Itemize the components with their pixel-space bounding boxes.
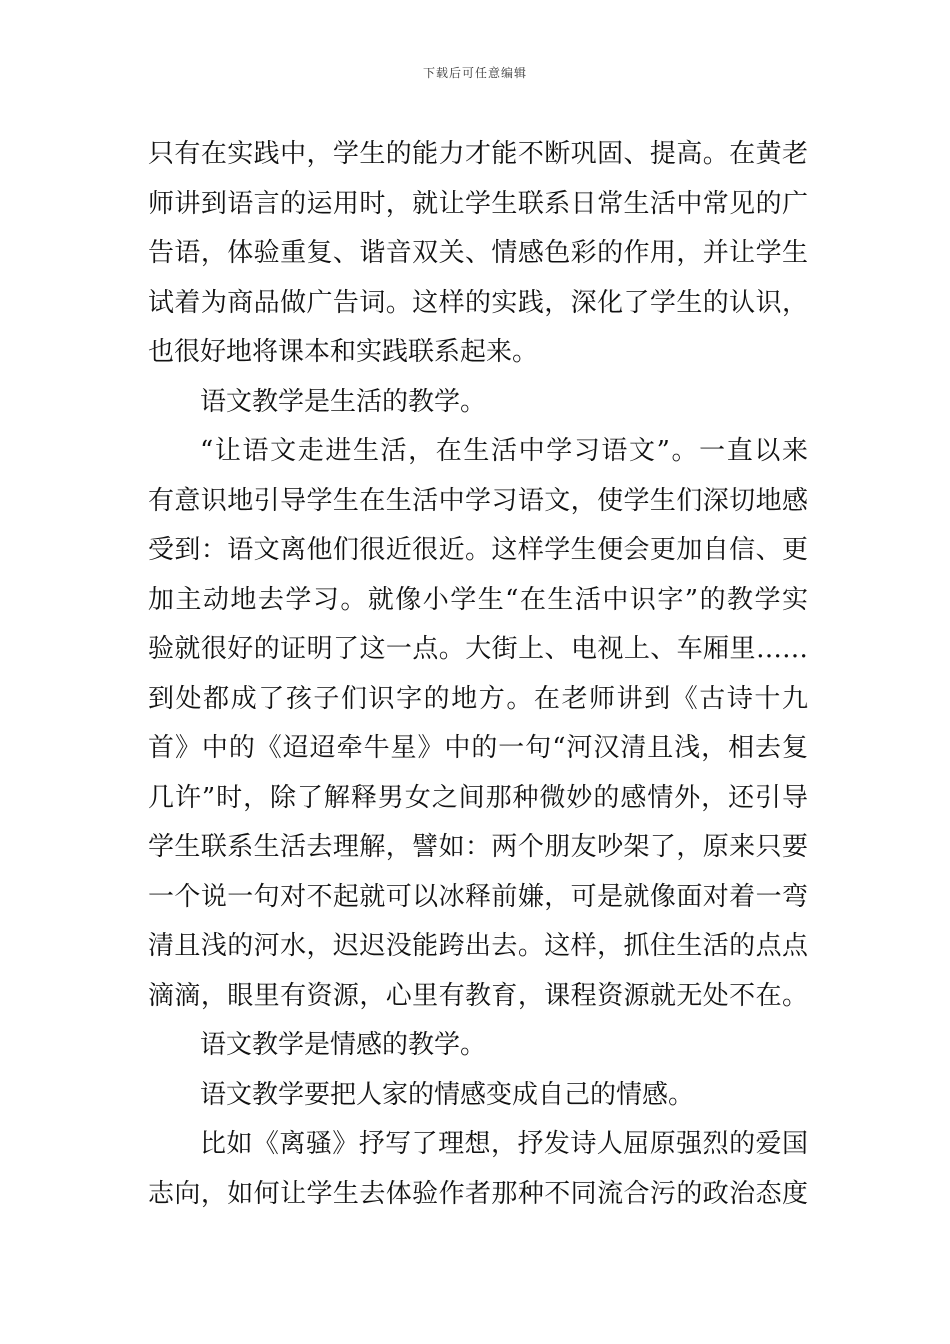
text-line: 试着为商品做广告词。这样的实践，深化了学生的认识， xyxy=(148,287,808,318)
text-line: “让语文走进生活，在生活中学习语文”。一直以来 xyxy=(200,436,808,466)
text-line: 语文教学是情感的教学。 xyxy=(200,1030,487,1060)
text-line: 比如《离骚》抒写了理想，抒发诗人屈原强烈的爱国 xyxy=(200,1129,808,1159)
body-text xyxy=(148,130,808,1219)
text-line: 清且浅的河水，迟迟没能跨出去。这样，抓住生活的点点 xyxy=(148,931,808,961)
text-line: 志向，如何让学生去体验作者那种不同流合污的政治态度 xyxy=(148,1178,808,1209)
text-line: 验就很好的证明了这一点。大街上、电视上、车厢里…… xyxy=(148,634,808,664)
text-line: 首》中的《迢迢牵牛星》中的一句“河汉清且浅，相去复 xyxy=(148,733,808,763)
text-line: 到处都成了孩子们识字的地方。在老师讲到《古诗十九 xyxy=(148,683,808,714)
text-line: 滴滴，眼里有资源，心里有教育，课程资源就无处不在。 xyxy=(148,980,808,1011)
text-line: 有意识地引导学生在生活中学习语文，使学生们深切地感 xyxy=(148,485,808,516)
text-line: 语文教学是生活的教学。 xyxy=(200,386,487,417)
text-line: 只有在实践中，学生的能力才能不断巩固、提高。在黄老 xyxy=(148,139,808,169)
text-line: 师讲到语言的运用时，就让学生联系日常生活中常见的广 xyxy=(148,188,808,219)
text-line: 告语，体验重复、谐音双关、情感色彩的作用，并让学生 xyxy=(148,238,808,268)
text-line: 一个说一句对不起就可以冰释前嫌，可是就像面对着一弯 xyxy=(148,881,808,912)
text-line: 几许”时，除了解释男女之间那种微妙的感情外，还引导 xyxy=(148,782,808,813)
page-header: 下载后可任意编辑 xyxy=(422,66,527,80)
text-line: 加主动地去学习。就像小学生“在生活中识字”的教学实 xyxy=(148,584,808,615)
text-line: 语文教学要把人家的情感变成自己的情感。 xyxy=(200,1079,695,1110)
text-line: 受到：语文离他们很近很近。这样学生便会更加自信、更 xyxy=(148,535,808,565)
text-line: 也很好地将课本和实践联系起来。 xyxy=(148,337,539,367)
text-line: 学生联系生活去理解，譬如：两个朋友吵架了，原来只要 xyxy=(148,832,808,862)
